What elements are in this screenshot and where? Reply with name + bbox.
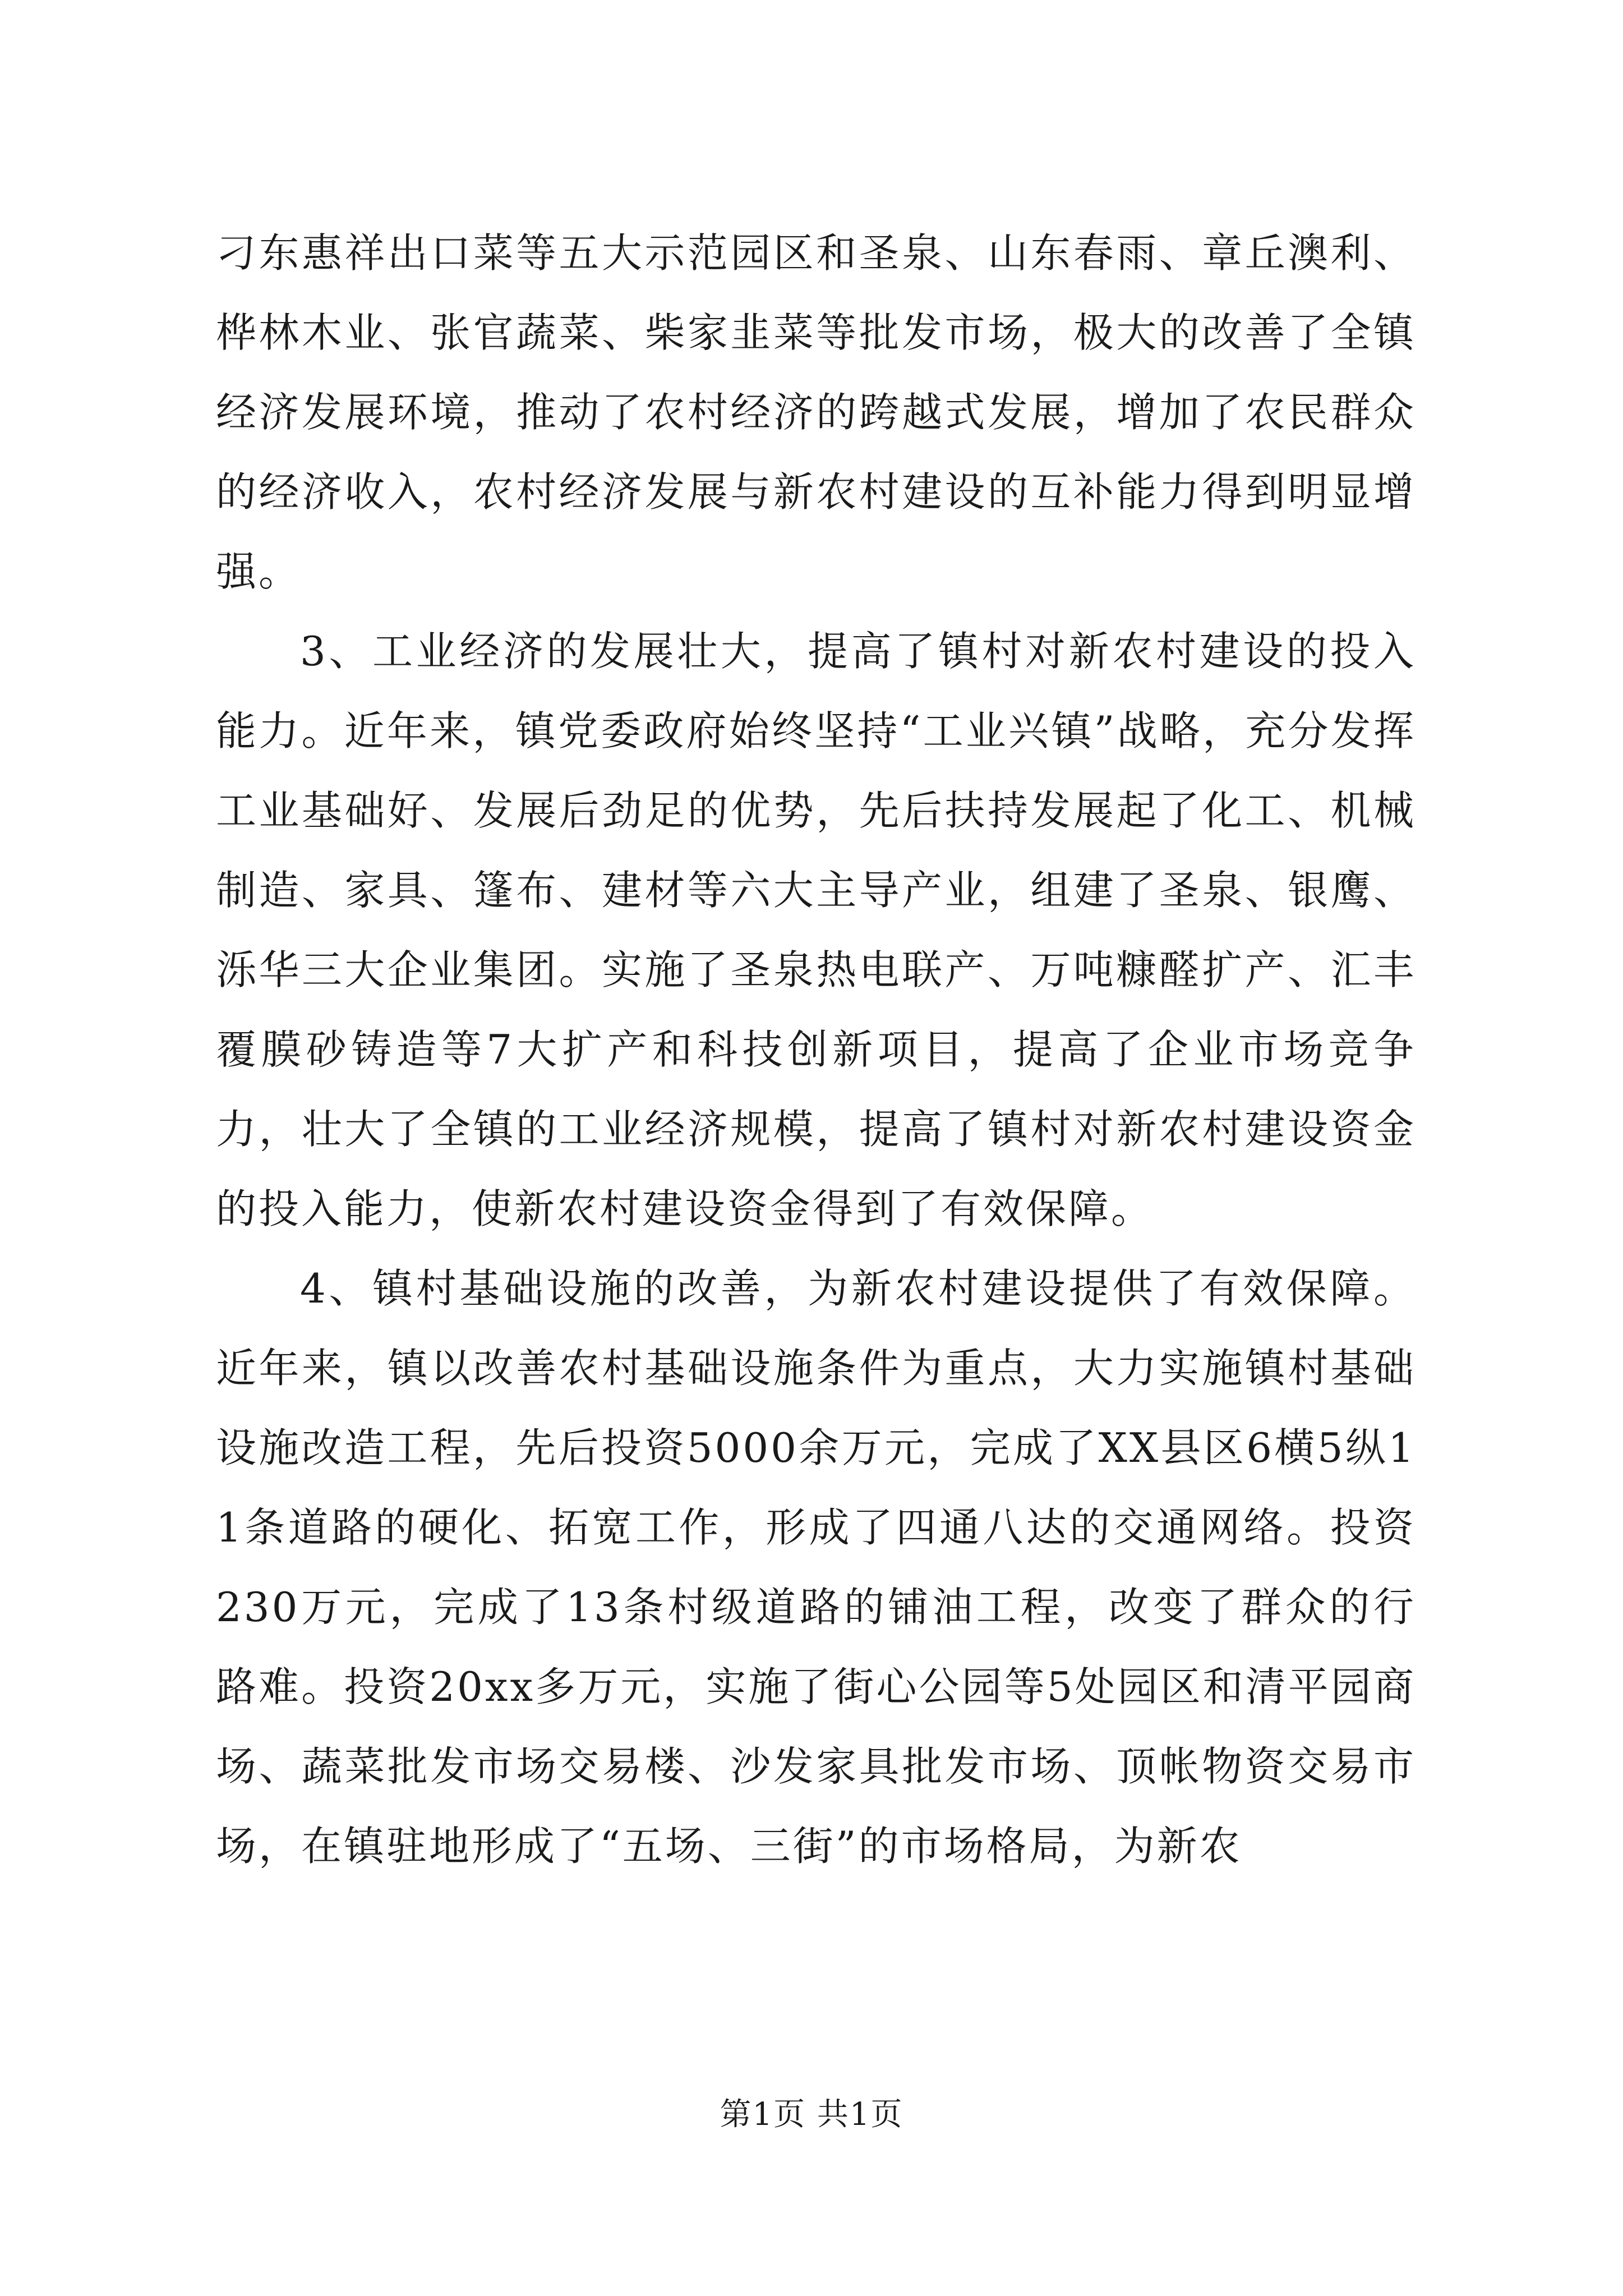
document-body	[216, 213, 1416, 1886]
paragraph-1: 刁东惠祥出口菜等五大示范园区和圣泉、山东春雨、章丘澳利、桦林木业、张官蔬菜、柴家韭菜等批发市场，极大的改善了全镇经济发展环境，推动了农村经济的跨越式发展，增加了农民群众的经济收入，农村经济发展与新农村建设的互补能力得到明显增强。	[216, 229, 1416, 595]
page-footer: 第1页 共1页	[720, 2096, 903, 2133]
paragraph-2: 3、工业经济的发展壮大，提高了镇村对新农村建设的投入能力。近年来，镇党委政府始终坚持“工业兴镇”战略，充分发挥工业基础好、发展后劲足的优势，先后扶持发展起了化工、机械制造、家具、篷布、建材等六大主导产业，组建了圣泉、银鹰、泺华三大企业集团。实施了圣泉热电联产、万吨糠醛扩产、汇丰覆膜砂铸造等7大扩产和科技创新项目，提高了企业市场竞争力，壮大了全镇的工业经济规模，提高了镇村对新农村建设资金的投入能力，使新农村建设资金得到了有效保障。	[216, 628, 1416, 1232]
paragraph-3: 4、镇村基础设施的改善，为新农村建设提供了有效保障。近年来，镇以改善农村基础设施条件为重点，大力实施镇村基础设施改造工程，先后投资5000余万元，完成了XX县区6横5纵11条道路的硬化、拓宽工作，形成了四通八达的交通网络。投资230万元，完成了13条村级道路的铺油工程，改变了群众的行路难。投资20xx多万元，实施了街心公园等5处园区和清平园商场、蔬菜批发市场交易楼、沙发家具批发市场、顶帐物资交易市场，在镇驻地形成了“五场、三街”的市场格局，为新农	[216, 1265, 1416, 1870]
